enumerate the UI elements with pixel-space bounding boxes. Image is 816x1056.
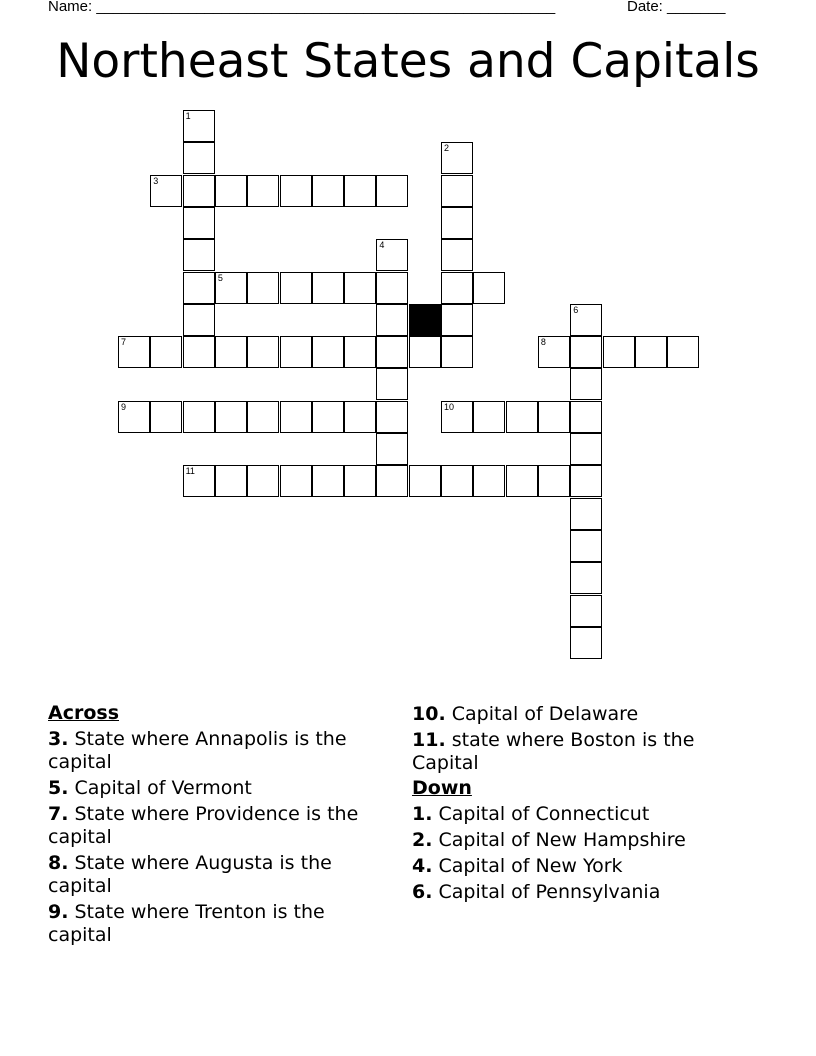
crossword-cell[interactable] (538, 465, 570, 497)
cell-number: 3 (153, 175, 159, 186)
clue-text: State where Providence is the capital (48, 803, 359, 848)
crossword-cell[interactable] (538, 336, 570, 368)
crossword-cell[interactable] (247, 465, 279, 497)
clue-text: State where Augusta is the capital (48, 852, 332, 897)
crossword-cell[interactable] (376, 175, 408, 207)
crossword-cell[interactable] (441, 207, 473, 239)
crossword-cell[interactable] (344, 401, 376, 433)
cell-number: 9 (121, 401, 127, 412)
cell-number: 5 (217, 272, 223, 283)
clue-text: Capital of Vermont (74, 777, 252, 799)
across-clue (48, 901, 393, 947)
crossword-cell[interactable] (570, 498, 602, 530)
across-clue (412, 729, 752, 775)
page-title: Northeast States and Capitals (56, 34, 760, 89)
crossword-cell[interactable] (280, 175, 312, 207)
down-clue (412, 803, 752, 826)
crossword-cell[interactable] (376, 336, 408, 368)
clue-number: 5. (48, 777, 69, 799)
crossword-cell[interactable] (247, 336, 279, 368)
crossword-cell[interactable] (183, 110, 215, 142)
crossword-cell[interactable] (344, 336, 376, 368)
crossword-cell[interactable] (376, 272, 408, 304)
crossword-cell[interactable] (473, 465, 505, 497)
crossword-cell[interactable] (118, 336, 150, 368)
crossword-cell[interactable] (441, 304, 473, 336)
crossword-cell[interactable] (183, 175, 215, 207)
down-clue (412, 881, 752, 904)
cell-number: 10 (444, 401, 455, 412)
crossword-cell[interactable] (183, 401, 215, 433)
crossword-cell[interactable] (215, 465, 247, 497)
crossword-cell[interactable] (280, 401, 312, 433)
crossword-cell[interactable] (473, 401, 505, 433)
crossword-cell[interactable] (376, 239, 408, 271)
crossword-cell[interactable] (570, 368, 602, 400)
crossword-cell[interactable] (344, 175, 376, 207)
crossword-cell[interactable] (150, 175, 182, 207)
cell-number: 1 (185, 111, 191, 121)
crossword-cell[interactable] (215, 175, 247, 207)
clue-number: 2. (412, 829, 433, 851)
crossword-cell[interactable] (183, 304, 215, 336)
crossword-cell[interactable] (506, 465, 538, 497)
crossword-cell[interactable] (473, 272, 505, 304)
crossword-cell[interactable] (376, 401, 408, 433)
clue-number: 7. (48, 803, 69, 825)
across-clue (48, 852, 393, 898)
crossword-cell[interactable] (441, 401, 473, 433)
crossword-cell[interactable] (312, 272, 344, 304)
crossword-cell[interactable] (183, 239, 215, 271)
crossword-cell[interactable] (376, 368, 408, 400)
down-clue (412, 855, 752, 878)
crossword-cell[interactable] (506, 401, 538, 433)
crossword-cell[interactable] (570, 562, 602, 594)
clue-text: Capital of Delaware (451, 703, 639, 725)
cell-number: 2 (444, 143, 450, 154)
crossword-cell[interactable] (376, 465, 408, 497)
date-field[interactable]: Date: _______ (627, 0, 726, 15)
crossword-cell[interactable] (409, 465, 441, 497)
across-clue (48, 728, 393, 774)
across-clue (48, 803, 393, 849)
crossword-cell[interactable] (215, 272, 247, 304)
clues-column-left (48, 700, 393, 949)
crossword-cell[interactable] (441, 272, 473, 304)
clue-text: State where Annapolis is the capital (48, 728, 347, 773)
crossword-cell[interactable] (570, 530, 602, 562)
down-clue (412, 829, 752, 852)
crossword-cell[interactable] (150, 401, 182, 433)
crossword-cell[interactable] (441, 175, 473, 207)
crossword-cell[interactable] (183, 207, 215, 239)
across-clue (412, 703, 752, 726)
crossword-cell[interactable] (376, 304, 408, 336)
clue-text: Capital of Connecticut (438, 803, 650, 825)
crossword-cell[interactable] (538, 401, 570, 433)
crossword-cell[interactable] (570, 465, 602, 497)
crossword-cell[interactable] (570, 336, 602, 368)
crossword-cell[interactable] (183, 272, 215, 304)
crossword-cell[interactable] (215, 336, 247, 368)
crossword-cell[interactable] (280, 272, 312, 304)
crossword-cell[interactable] (570, 627, 602, 659)
clue-text: Capital of New Hampshire (438, 829, 686, 851)
crossword-cell[interactable] (118, 401, 150, 433)
crossword-cell[interactable] (603, 336, 635, 368)
crossword-cell[interactable] (409, 336, 441, 368)
crossword-cell[interactable] (570, 401, 602, 433)
across-heading: Across (48, 702, 120, 724)
cell-number: 7 (121, 337, 127, 348)
crossword-cell[interactable] (215, 401, 247, 433)
crossword-cell[interactable] (441, 465, 473, 497)
crossword-cell[interactable] (312, 336, 344, 368)
crossword-cell[interactable] (280, 465, 312, 497)
clue-number: 6. (412, 881, 433, 903)
crossword-cell[interactable] (312, 175, 344, 207)
name-field[interactable]: Name: _______________________________________________________ (48, 0, 556, 15)
crossword-cell[interactable] (344, 465, 376, 497)
crossword-cell[interactable] (376, 433, 408, 465)
crossword-cell[interactable] (183, 336, 215, 368)
clue-text: Capital of Pennsylvania (438, 881, 661, 903)
crossword-cell[interactable] (150, 336, 182, 368)
crossword-cell[interactable] (247, 272, 279, 304)
clue-text: state where Boston is the Capital (412, 729, 695, 774)
clues-column-right (412, 700, 752, 906)
crossword-cell[interactable] (183, 465, 215, 497)
blocked-cell (409, 304, 441, 336)
clue-number: 1. (412, 803, 433, 825)
crossword-cell[interactable] (441, 239, 473, 271)
crossword-cell[interactable] (441, 336, 473, 368)
crossword-cell[interactable] (570, 595, 602, 627)
cell-number: 8 (540, 337, 546, 348)
cell-number: 11 (185, 466, 195, 477)
clue-number: 4. (412, 855, 433, 877)
cell-number: 6 (573, 304, 579, 315)
crossword-cell[interactable] (280, 336, 312, 368)
crossword-cell[interactable] (247, 401, 279, 433)
clue-number: 3. (48, 728, 69, 750)
clue-text: Capital of New York (438, 855, 623, 877)
crossword-cell[interactable] (183, 142, 215, 174)
clue-number: 8. (48, 852, 69, 874)
clue-number: 9. (48, 901, 69, 923)
crossword-cell[interactable] (441, 142, 473, 174)
clue-text: State where Trenton is the capital (48, 901, 325, 946)
clue-number: 10. (412, 703, 446, 725)
clue-number: 11. (412, 729, 446, 751)
crossword-cell[interactable] (312, 401, 344, 433)
crossword-cell[interactable] (667, 336, 699, 368)
crossword-cell[interactable] (247, 175, 279, 207)
crossword-cell[interactable] (570, 304, 602, 336)
across-clue (48, 777, 393, 800)
crossword-cell[interactable] (635, 336, 667, 368)
cell-number: 4 (379, 240, 385, 251)
down-heading: Down (412, 777, 472, 799)
crossword-cell[interactable] (312, 465, 344, 497)
crossword-cell[interactable] (344, 272, 376, 304)
crossword-cell[interactable] (570, 433, 602, 465)
